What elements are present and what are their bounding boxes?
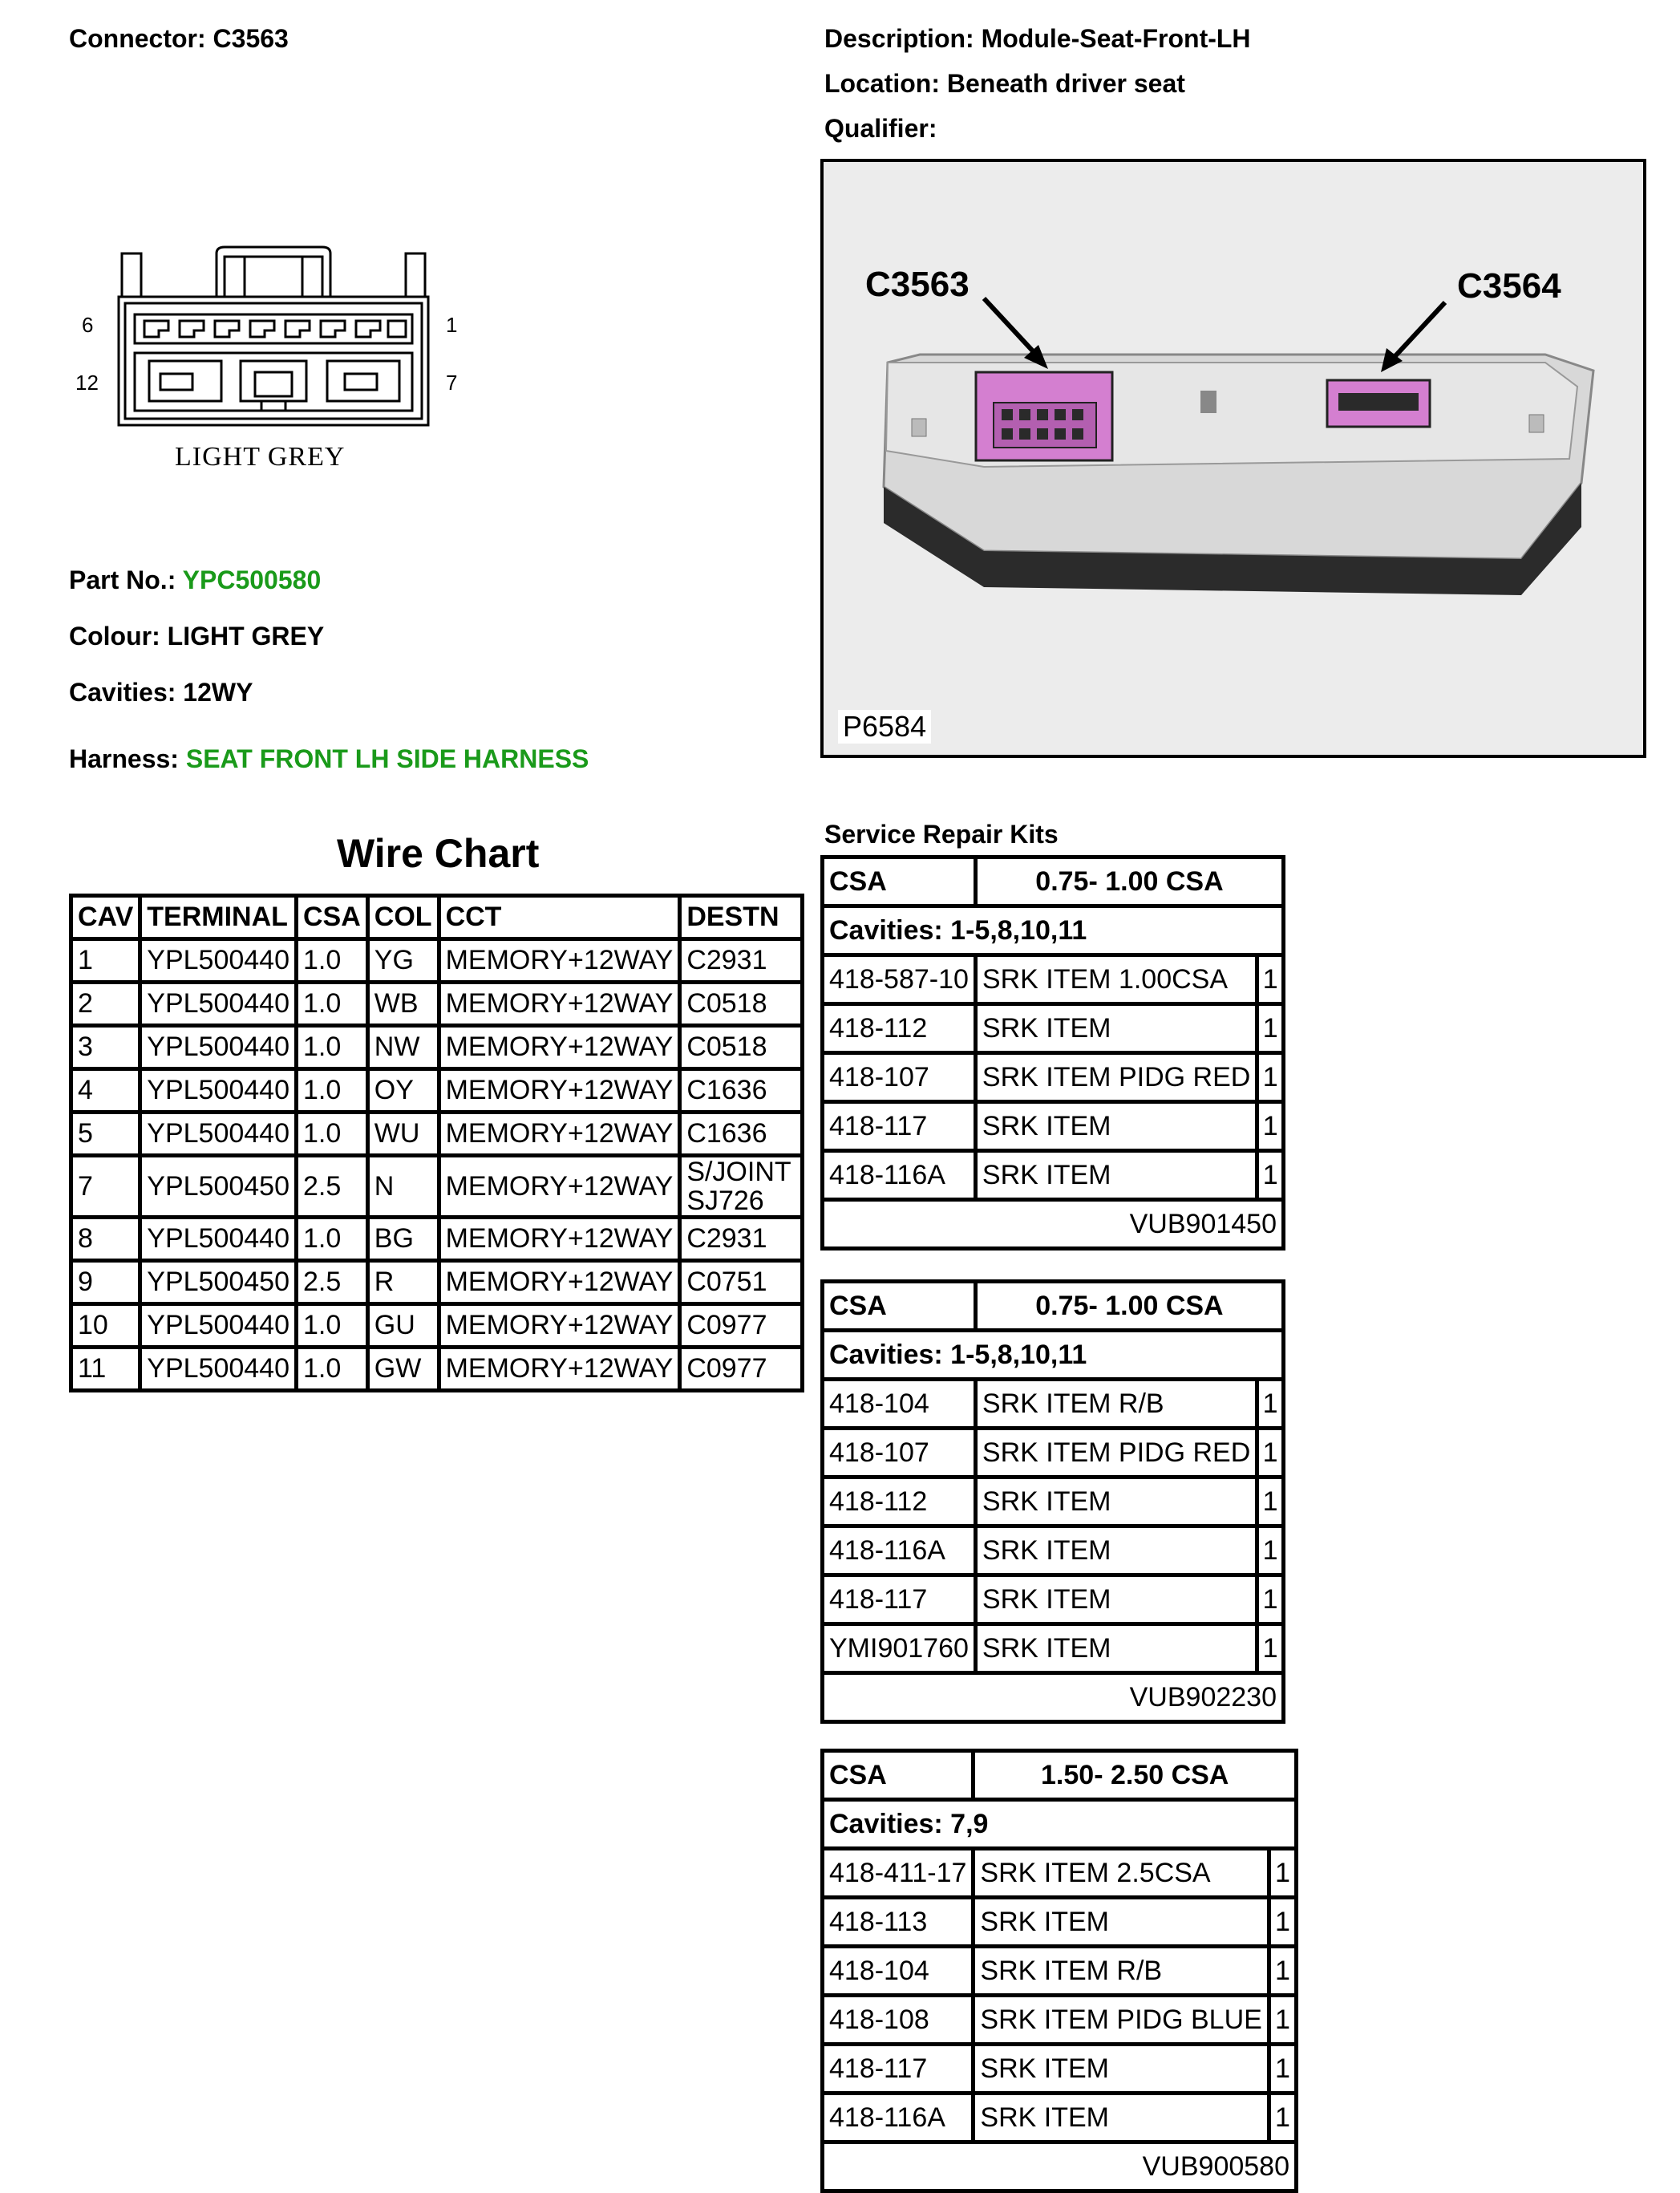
cell-cct: MEMORY+12WAY <box>439 1348 680 1391</box>
cell-csa: 2.5 <box>297 1261 368 1304</box>
kit-item-qty: 1 <box>1269 1996 1296 2045</box>
kit-item-desc: SRK ITEM <box>975 1102 1257 1151</box>
kit-item-part: 418-116A <box>823 1526 976 1575</box>
cell-destn: C0977 <box>680 1348 803 1391</box>
cell-col: OY <box>367 1069 439 1113</box>
cell-cct: MEMORY+12WAY <box>439 1156 680 1218</box>
table-row <box>71 1348 803 1391</box>
repair-kits-title: Service Repair Kits <box>824 820 1059 849</box>
harness-line <box>69 744 589 774</box>
cell-cct: MEMORY+12WAY <box>439 1304 680 1348</box>
kit-csa-row <box>823 1751 1297 1800</box>
part-number-label: Part No.: <box>69 565 176 594</box>
wire-chart-table <box>69 894 804 1392</box>
pin-label-7: 7 <box>446 371 458 395</box>
connector-face-drawing <box>72 241 473 481</box>
cell-cav: 8 <box>71 1218 140 1261</box>
cell-destn: C0977 <box>680 1304 803 1348</box>
pin-label-1: 1 <box>446 313 458 337</box>
kit-item-qty: 1 <box>1257 1151 1284 1200</box>
location-line <box>824 69 1185 99</box>
cell-cct: MEMORY+12WAY <box>439 1069 680 1113</box>
kit-item-qty: 1 <box>1269 1947 1296 1996</box>
list-item <box>823 1478 1284 1526</box>
cell-terminal: YPL500440 <box>140 1026 297 1069</box>
location-value: Beneath driver seat <box>946 69 1185 98</box>
table-row <box>71 983 803 1026</box>
cell-cav: 2 <box>71 983 140 1026</box>
list-item <box>823 1053 1284 1102</box>
list-item <box>823 1004 1284 1053</box>
kit-cavities-row <box>823 1331 1284 1380</box>
cell-col: GW <box>367 1348 439 1391</box>
col-header-csa: CSA <box>297 896 368 939</box>
cell-destn: S/JOINT SJ726 <box>680 1156 803 1218</box>
cell-cav: 5 <box>71 1113 140 1156</box>
repair-kit-table-3 <box>820 1749 1298 2193</box>
cell-cav: 11 <box>71 1348 140 1391</box>
cell-cct: MEMORY+12WAY <box>439 1113 680 1156</box>
cell-cct: MEMORY+12WAY <box>439 983 680 1026</box>
colour-value: LIGHT GREY <box>167 622 325 651</box>
col-header-terminal: TERMINAL <box>140 896 297 939</box>
description-value: Module-Seat-Front-LH <box>981 24 1251 53</box>
kit-item-part: 418-117 <box>823 1102 976 1151</box>
list-item <box>823 1380 1284 1429</box>
wire-chart-title: Wire Chart <box>337 831 540 876</box>
kit-item-qty: 1 <box>1257 955 1284 1004</box>
kit-csa-range: 0.75- 1.00 CSA <box>975 857 1283 906</box>
kit-item-desc: SRK ITEM <box>974 2045 1269 2094</box>
cell-terminal: YPL500440 <box>140 1218 297 1261</box>
table-row <box>71 1156 803 1218</box>
description-label: Description: <box>824 24 974 53</box>
kit-item-qty: 1 <box>1257 1526 1284 1575</box>
cell-col: GU <box>367 1304 439 1348</box>
kit-item-part: 418-117 <box>823 2045 974 2094</box>
kit-item-part: YMI901760 <box>823 1624 976 1673</box>
kit-item-desc: SRK ITEM <box>975 1526 1257 1575</box>
cell-col: R <box>367 1261 439 1304</box>
connector-colour-caption: LIGHT GREY <box>175 442 346 472</box>
cell-col: WU <box>367 1113 439 1156</box>
col-header-cct: CCT <box>439 896 680 939</box>
list-item <box>823 2045 1297 2094</box>
kit-number: VUB901450 <box>823 1200 1284 1249</box>
cell-csa: 1.0 <box>297 1069 368 1113</box>
kit-item-desc: SRK ITEM 2.5CSA <box>974 1849 1269 1898</box>
table-row <box>71 1026 803 1069</box>
pin-label-12: 12 <box>75 371 99 395</box>
kit-item-part: 418-104 <box>823 1947 974 1996</box>
cell-terminal: YPL500440 <box>140 1304 297 1348</box>
cell-terminal: YPL500450 <box>140 1261 297 1304</box>
table-row <box>71 1069 803 1113</box>
kit-item-qty: 1 <box>1269 2045 1296 2094</box>
kit-csa-row <box>823 1282 1284 1331</box>
location-label: Location: <box>824 69 940 98</box>
table-row <box>71 1218 803 1261</box>
pin-label-6: 6 <box>82 313 94 337</box>
cell-terminal: YPL500440 <box>140 1113 297 1156</box>
harness-link[interactable]: SEAT FRONT LH SIDE HARNESS <box>185 744 589 773</box>
kit-item-qty: 1 <box>1257 1004 1284 1053</box>
cavities-value: 12WY <box>183 678 253 707</box>
table-row <box>71 1261 803 1304</box>
cell-csa: 1.0 <box>297 1218 368 1261</box>
kit-item-desc: SRK ITEM R/B <box>975 1380 1257 1429</box>
kit-item-qty: 1 <box>1257 1624 1284 1673</box>
kit-item-desc: SRK ITEM <box>975 1575 1257 1624</box>
kit-item-qty: 1 <box>1269 2094 1296 2142</box>
kit-item-part: 418-117 <box>823 1575 976 1624</box>
colour-line <box>69 622 324 651</box>
list-item <box>823 1849 1297 1898</box>
kit-item-part: 418-107 <box>823 1053 976 1102</box>
kit-item-desc: SRK ITEM <box>974 2094 1269 2142</box>
kit-number-row <box>823 1673 1284 1722</box>
cell-destn: C2931 <box>680 1218 803 1261</box>
kit-item-part: 418-108 <box>823 1996 974 2045</box>
kit-item-qty: 1 <box>1269 1849 1296 1898</box>
kit-item-desc: SRK ITEM <box>975 1478 1257 1526</box>
list-item <box>823 1575 1284 1624</box>
kit-csa-row <box>823 857 1284 906</box>
repair-kit-table-2 <box>820 1279 1285 1724</box>
kit-item-part: 418-113 <box>823 1898 974 1947</box>
cell-cct: MEMORY+12WAY <box>439 1026 680 1069</box>
kit-item-desc: SRK ITEM <box>974 1898 1269 1947</box>
cavities-label: Cavities: <box>69 678 176 707</box>
description-line <box>824 24 1251 54</box>
cell-terminal: YPL500440 <box>140 1348 297 1391</box>
kit-item-part: 418-411-17 <box>823 1849 974 1898</box>
kit-item-part: 418-112 <box>823 1478 976 1526</box>
callout-c3563: C3563 <box>865 265 970 304</box>
seat-module-icon <box>824 162 1643 755</box>
cell-cav: 9 <box>71 1261 140 1304</box>
cell-cav: 7 <box>71 1156 140 1218</box>
cell-csa: 1.0 <box>297 1026 368 1069</box>
list-item <box>823 1151 1284 1200</box>
list-item <box>823 1624 1284 1673</box>
cell-cav: 1 <box>71 939 140 983</box>
connector-label: Connector: <box>69 24 206 53</box>
cell-csa: 1.0 <box>297 1348 368 1391</box>
cell-col: N <box>367 1156 439 1218</box>
kit-item-desc: SRK ITEM PIDG RED <box>975 1429 1257 1478</box>
kit-csa-label: CSA <box>823 857 976 906</box>
kit-item-qty: 1 <box>1257 1380 1284 1429</box>
kit-number-row <box>823 2142 1297 2191</box>
connector-value: C3563 <box>213 24 289 53</box>
kit-item-part: 418-112 <box>823 1004 976 1053</box>
kit-cavities: Cavities: 1-5,8,10,11 <box>823 1331 1284 1380</box>
table-row <box>71 939 803 983</box>
kit-item-qty: 1 <box>1257 1053 1284 1102</box>
list-item <box>823 1947 1297 1996</box>
list-item <box>823 955 1284 1004</box>
kit-cavities: Cavities: 1-5,8,10,11 <box>823 906 1284 955</box>
table-row <box>71 1113 803 1156</box>
cell-csa: 1.0 <box>297 939 368 983</box>
cell-destn: C1636 <box>680 1069 803 1113</box>
kit-csa-label: CSA <box>823 1751 974 1800</box>
kit-item-desc: SRK ITEM PIDG BLUE <box>974 1996 1269 2045</box>
kit-item-part: 418-107 <box>823 1429 976 1478</box>
cell-terminal: YPL500440 <box>140 939 297 983</box>
cell-col: NW <box>367 1026 439 1069</box>
cell-col: YG <box>367 939 439 983</box>
repair-kit-table-1 <box>820 855 1285 1251</box>
kit-number-row <box>823 1200 1284 1249</box>
kit-cavities: Cavities: 7,9 <box>823 1800 1297 1849</box>
kit-item-qty: 1 <box>1269 1898 1296 1947</box>
kit-item-desc: SRK ITEM <box>975 1151 1257 1200</box>
cell-cct: MEMORY+12WAY <box>439 1218 680 1261</box>
harness-label: Harness: <box>69 744 179 773</box>
cell-terminal: YPL500440 <box>140 983 297 1026</box>
list-item <box>823 1526 1284 1575</box>
cell-destn: C0518 <box>680 983 803 1026</box>
kit-number: VUB900580 <box>823 2142 1297 2191</box>
cell-csa: 1.0 <box>297 1113 368 1156</box>
kit-item-qty: 1 <box>1257 1575 1284 1624</box>
cell-csa: 2.5 <box>297 1156 368 1218</box>
cell-cct: MEMORY+12WAY <box>439 1261 680 1304</box>
list-item <box>823 1898 1297 1947</box>
connector-heading <box>69 24 289 54</box>
kit-item-desc: SRK ITEM 1.00CSA <box>975 955 1257 1004</box>
list-item <box>823 1429 1284 1478</box>
kit-item-qty: 1 <box>1257 1478 1284 1526</box>
cell-csa: 1.0 <box>297 1304 368 1348</box>
kit-item-desc: SRK ITEM R/B <box>974 1947 1269 1996</box>
module-photo <box>820 159 1646 758</box>
kit-cavities-row <box>823 906 1284 955</box>
list-item <box>823 2094 1297 2142</box>
cell-col: BG <box>367 1218 439 1261</box>
cavities-line <box>69 678 253 707</box>
photo-id: P6584 <box>838 710 931 744</box>
kit-number: VUB902230 <box>823 1673 1284 1722</box>
part-number-line <box>69 565 321 595</box>
cell-destn: C1636 <box>680 1113 803 1156</box>
wire-chart-header-row <box>71 896 803 939</box>
cell-cav: 10 <box>71 1304 140 1348</box>
cell-csa: 1.0 <box>297 983 368 1026</box>
cell-destn: C0751 <box>680 1261 803 1304</box>
col-header-destn: DESTN <box>680 896 803 939</box>
connector-outline-icon <box>72 241 473 481</box>
kit-item-part: 418-587-10 <box>823 955 976 1004</box>
kit-item-qty: 1 <box>1257 1429 1284 1478</box>
kit-item-part: 418-116A <box>823 1151 976 1200</box>
col-header-col: COL <box>367 896 439 939</box>
cell-cav: 4 <box>71 1069 140 1113</box>
cell-terminal: YPL500450 <box>140 1156 297 1218</box>
cell-col: WB <box>367 983 439 1026</box>
table-row <box>71 1304 803 1348</box>
cell-destn: C0518 <box>680 1026 803 1069</box>
kit-item-qty: 1 <box>1257 1102 1284 1151</box>
callout-c3564: C3564 <box>1457 266 1561 306</box>
cell-cct: MEMORY+12WAY <box>439 939 680 983</box>
kit-item-part: 418-104 <box>823 1380 976 1429</box>
kit-cavities-row <box>823 1800 1297 1849</box>
qualifier-label: Qualifier: <box>824 114 937 143</box>
list-item <box>823 1102 1284 1151</box>
list-item <box>823 1996 1297 2045</box>
kit-item-desc: SRK ITEM <box>975 1004 1257 1053</box>
kit-item-part: 418-116A <box>823 2094 974 2142</box>
kit-csa-label: CSA <box>823 1282 976 1331</box>
cell-terminal: YPL500440 <box>140 1069 297 1113</box>
cell-cav: 3 <box>71 1026 140 1069</box>
kit-csa-range: 0.75- 1.00 CSA <box>975 1282 1283 1331</box>
kit-item-desc: SRK ITEM <box>975 1624 1257 1673</box>
kit-csa-range: 1.50- 2.50 CSA <box>974 1751 1297 1800</box>
colour-label: Colour: <box>69 622 160 651</box>
part-number-link[interactable]: YPC500580 <box>182 565 322 594</box>
col-header-cav: CAV <box>71 896 140 939</box>
kit-item-desc: SRK ITEM PIDG RED <box>975 1053 1257 1102</box>
cell-destn: C2931 <box>680 939 803 983</box>
